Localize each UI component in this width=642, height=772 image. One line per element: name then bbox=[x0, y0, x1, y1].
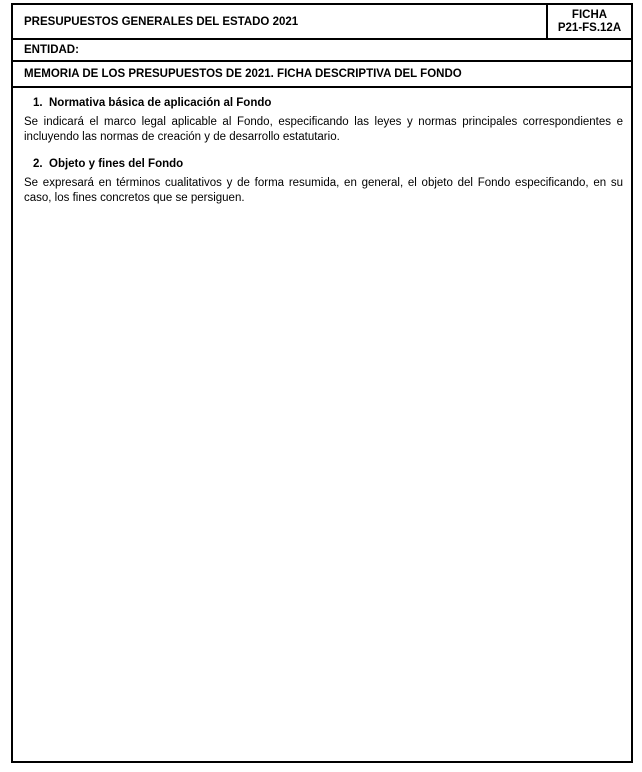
ficha-label: FICHA bbox=[571, 8, 608, 21]
header-row bbox=[13, 5, 631, 40]
section-title: Objeto y fines del Fondo bbox=[49, 158, 184, 170]
form-sheet bbox=[11, 3, 633, 763]
memoria-title: MEMORIA DE LOS PRESUPUESTOS DE 2021. FICHA DESCRIPTIVA DEL FONDO bbox=[24, 68, 462, 80]
section-body: Se indicará el marco legal aplicable al Fondo, especificando las leyes y normas principales correspondientes e incluyendo las normas de creación y de desarrollo estatutario. bbox=[24, 116, 623, 143]
ficha-code: P21-FS.12A bbox=[557, 21, 622, 34]
section-number: 2. bbox=[33, 158, 43, 170]
section-heading bbox=[33, 97, 623, 109]
entidad-row bbox=[13, 40, 631, 62]
memoria-row bbox=[13, 62, 631, 88]
ficha-cell bbox=[548, 5, 631, 38]
section-normativa bbox=[24, 97, 623, 145]
section-heading bbox=[33, 158, 623, 170]
section-number: 1. bbox=[33, 97, 43, 109]
section-objeto bbox=[24, 158, 623, 206]
section-body: Se expresará en términos cualitativos y de forma resumida, en general, el objeto del Fondo especificando, en su caso, los fines concretos que se persiguen. bbox=[24, 177, 623, 204]
entidad-label: ENTIDAD: bbox=[24, 44, 79, 56]
document-title: PRESUPUESTOS GENERALES DEL ESTADO 2021 bbox=[13, 5, 548, 38]
section-title: Normativa básica de aplicación al Fondo bbox=[49, 97, 272, 109]
form-content bbox=[24, 97, 623, 219]
